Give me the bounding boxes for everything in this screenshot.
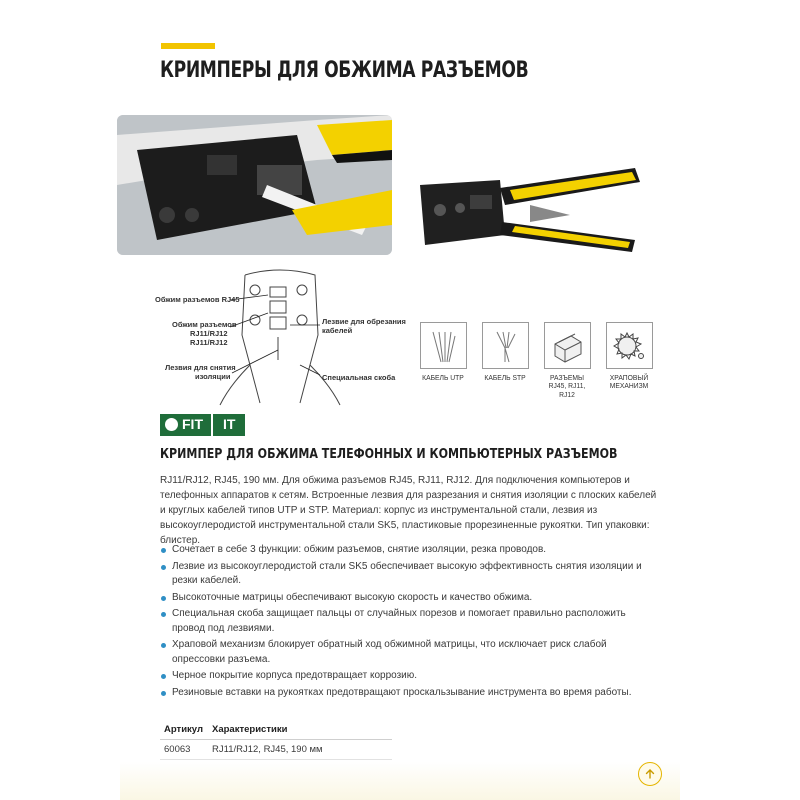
- page-title: КРИМПЕРЫ ДЛЯ ОБЖИМА РАЗЪЕМОВ: [160, 58, 529, 83]
- bullet-icon: [161, 596, 166, 601]
- bullet-icon: [161, 643, 166, 648]
- brand-fit-text: FIT: [182, 416, 203, 432]
- label-strip-line2: изоляции: [195, 372, 231, 381]
- label-strip-line1: Лезвия для снятия: [165, 363, 236, 372]
- article-cell: 60063: [160, 740, 208, 760]
- bullet-icon: [161, 674, 166, 679]
- bullet-icon: [161, 691, 166, 696]
- product-title: КРИМПЕР ДЛЯ ОБЖИМА ТЕЛЕФОННЫХ И КОМПЬЮТЕРНЫХ РАЗЪЕМОВ: [160, 446, 618, 462]
- tool-parts-diagram: [150, 265, 410, 410]
- table-row: [160, 740, 392, 760]
- label-rj11-line1: Обжим разъемов: [172, 320, 237, 329]
- ratchet-caption: ХРАПОВЫЙ МЕХАНИЗМ: [609, 373, 649, 391]
- bullet-icon: [161, 565, 166, 570]
- column-header-specs: Характеристики: [208, 721, 392, 740]
- crimper-closeup-photo: [117, 115, 392, 255]
- feature-text: Лезвие из высокоуглеродистой стали SK5 обеспечивает высокую эффективность снятия изоляции и резки кабелей.: [172, 560, 642, 586]
- feature-text: Резиновые вставки на рукоятках предотвращают проскальзывание инструмента во время работы.: [172, 686, 632, 698]
- stp-cable-caption: КАБЕЛЬ STP: [484, 373, 526, 382]
- bullet-icon: [161, 548, 166, 553]
- list-item: [160, 543, 660, 558]
- list-item: [160, 638, 660, 667]
- utp-cable-caption: КАБЕЛЬ UTP: [422, 373, 464, 382]
- crimper-product-photo: [410, 160, 645, 255]
- brand-fit: [160, 414, 211, 436]
- list-item: [160, 686, 660, 701]
- utp-cable-icon: [420, 322, 467, 369]
- brand-logo: [160, 414, 245, 436]
- table-header-row: [160, 721, 392, 740]
- title-accent-bar: [161, 43, 215, 49]
- list-item: [160, 669, 660, 684]
- footer-fade: [120, 762, 680, 800]
- feature-rj-connectors: [538, 322, 596, 399]
- label-rj11-line2: RJ11/RJ12: [190, 329, 228, 338]
- brand-circle-icon: [165, 418, 178, 431]
- product-description: RJ11/RJ12, RJ45, 190 мм. Для обжима разъемов RJ45, RJ11, RJ12. Для подключения компьютеров и телефонных аппаратов к сетям. Встроенные лезвия для разрезания и снятия изоляции с плоских кабелей и круглых кабелей типов UTP и STP. Материал: корпус из инструментальной стали, лезвия из высокоуглеродистой инструментальной стали SK5, пластиковые прорезиненные рукоятки. Тип упаковки: блистер.: [160, 475, 657, 546]
- specs-cell: RJ11/RJ12, RJ45, 190 мм: [208, 740, 392, 760]
- tool-outline-drawing: [150, 265, 410, 410]
- list-item: [160, 607, 660, 636]
- scroll-to-top-button[interactable]: [638, 762, 662, 786]
- brand-it: IT: [213, 414, 245, 436]
- label-cut-line2: кабелей: [322, 326, 353, 335]
- column-header-article: Артикул: [160, 721, 208, 740]
- feature-text: Сочетает в себе 3 функции: обжим разъемов, снятие изоляции, резка проводов.: [172, 544, 547, 555]
- list-item: [160, 591, 660, 606]
- label-guard: Специальная скоба: [322, 373, 396, 382]
- label-rj11-line3: RJ11/RJ12: [190, 338, 228, 347]
- arrow-up-icon: [644, 768, 656, 780]
- feature-list: [160, 543, 660, 702]
- ratchet-icon: [606, 322, 653, 369]
- stp-cable-icon: [482, 322, 529, 369]
- feature-text: Специальная скоба защищает пальцы от случайных порезов и помогает правильно расположить провод под лезвиями.: [172, 608, 626, 634]
- spec-table: [160, 721, 392, 760]
- rj-connector-caption: РАЗЪЕМЫ RJ45, RJ11, RJ12: [548, 373, 586, 399]
- feature-utp-cable: [414, 322, 472, 382]
- feature-ratchet: [600, 322, 658, 391]
- rj-connector-icon: [544, 322, 591, 369]
- feature-stp-cable: [476, 322, 534, 382]
- label-cut-line1: Лезвие для обрезания: [322, 317, 406, 326]
- feature-text: Высокоточные матрицы обеспечивают высокую скорость и качество обжима.: [172, 591, 533, 603]
- feature-text: Храповой механизм блокирует обратный ход обжимной матрицы, что исключает риск слабой опрессовки разъема.: [172, 639, 607, 665]
- list-item: [160, 560, 660, 589]
- bullet-icon: [161, 612, 166, 617]
- label-rj45: Обжим разъемов RJ45: [155, 295, 240, 304]
- feature-text: Черное покрытие корпуса предотвращает коррозию.: [172, 670, 418, 681]
